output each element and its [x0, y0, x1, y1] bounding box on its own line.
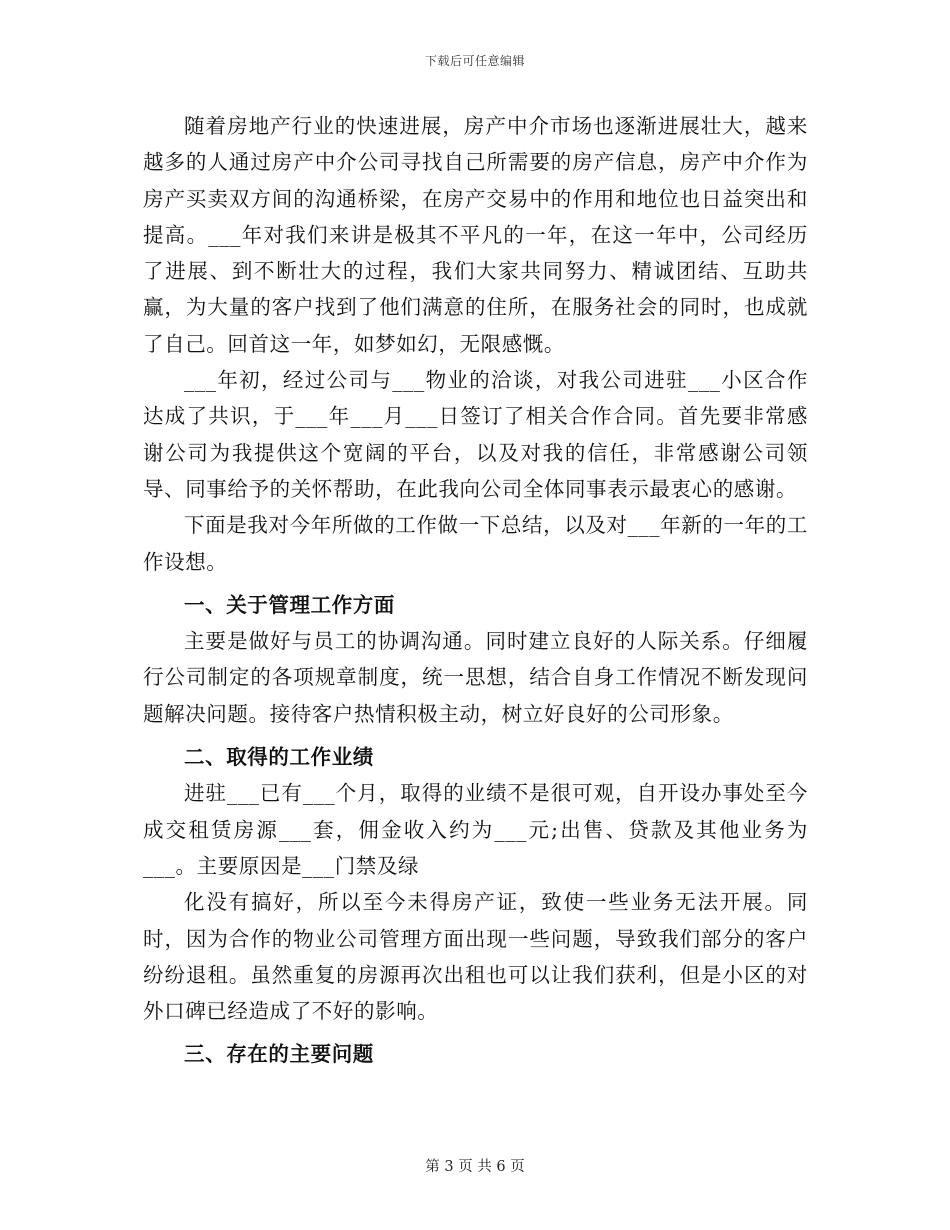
paragraph-management: 主要是做好与员工的协调沟通。同时建立良好的人际关系。仔细履行公司制定的各项规章制度，统一思想，结合自身工作情况不断发现问题解决问题。接待客户热情积极主动，树立好良好的公司形象。 — [143, 629, 808, 726]
section-heading-achievements: 二、取得的工作业绩 — [184, 745, 374, 770]
paragraph-achievements: 进驻___已有___个月，取得的业绩不是很可观，自开设办事处至今成交租赁房源___套，佣金收入约为___元;出售、贷款及其他业务为___。主要原因是___门禁及绿 — [143, 781, 808, 878]
page-footer: 第 3 页 共 6 页 — [425, 1159, 525, 1175]
paragraph-achievements-continued: 化没有搞好，所以至今未得房产证，致使一些业务无法开展。同时，因为合作的物业公司管理方面出现一些问题，导致我们部分的客户纷纷退租。虽然重复的房源再次出租也可以让我们获利，但是小区的对外口碑已经造成了不好的影响。 — [143, 890, 808, 1024]
section-heading-management: 一、关于管理工作方面 — [184, 592, 395, 617]
document-body — [143, 108, 808, 1073]
paragraph-intro: 随着房地产行业的快速进展，房产中介市场也逐渐进展壮大，越来越多的人通过房产中介公司寻找自己所需要的房产信息，房产中介作为房产买卖双方间的沟通桥梁，在房产交易中的作用和地位也日益突出和提高。___年对我们来讲是极其不平凡的一年，在这一年中，公司经历了进展、到不断壮大的过程，我们大家共同努力、精诚团结、互助共赢，为大量的客户找到了他们满意的住所，在服务社会的同时，也成就了自己。回首这一年，如梦如幻，无限感慨。 — [143, 114, 808, 356]
paragraph-cooperation: ___年初，经过公司与___物业的洽谈，对我公司进驻___小区合作达成了共识，于___年___月___日签订了相关合作合同。首先要非常感谢公司为我提供这个宽阔的平台，以及对我的信任，非常感谢公司领导、同事给予的关怀帮助，在此我向公司全体同事表示最衷心的感谢。 — [143, 368, 808, 501]
page-header: 下载后可任意编辑 — [424, 54, 525, 68]
paragraph-summary-intro: 下面是我对今年所做的工作做一下总结，以及对___年新的一年的工作设想。 — [143, 513, 808, 574]
section-heading-problems: 三、存在的主要问题 — [184, 1042, 374, 1067]
